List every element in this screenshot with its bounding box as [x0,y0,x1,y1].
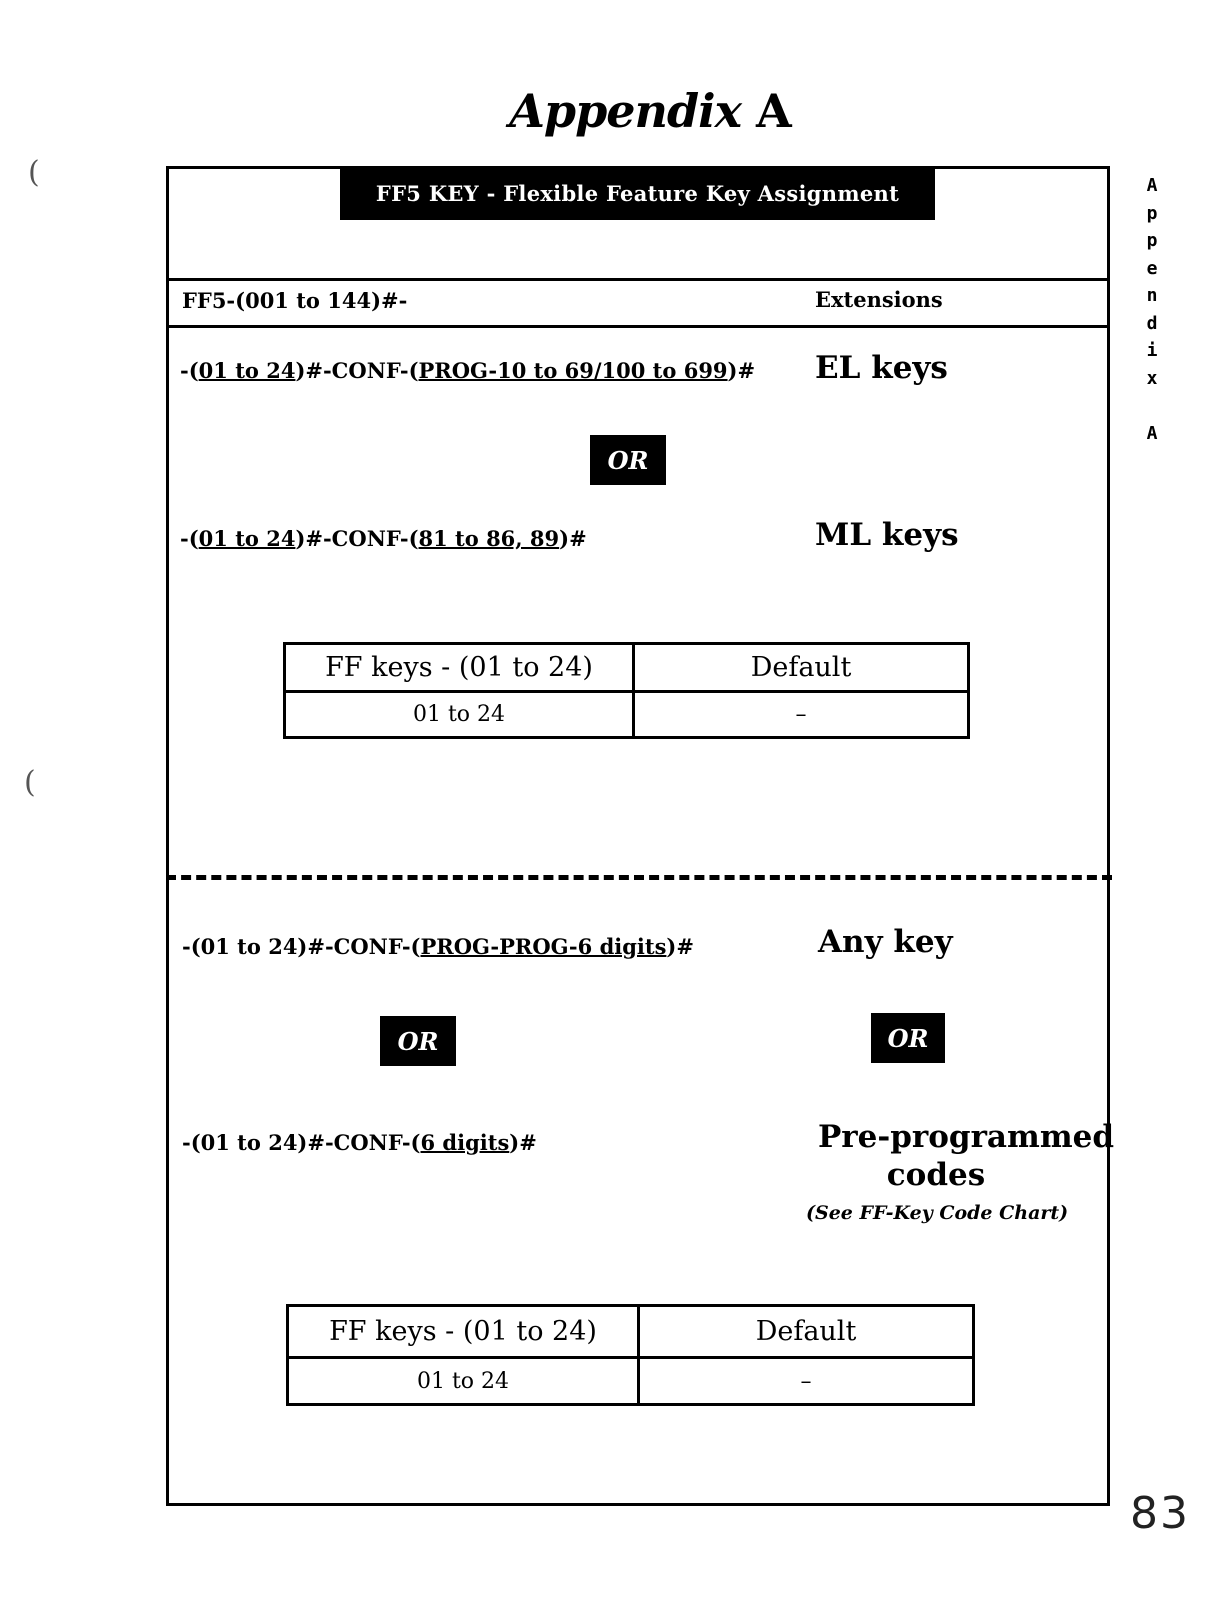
code-underlined: 01 to 24 [198,526,296,551]
or-box: OR [590,435,666,485]
side-tab-letter: x [1146,367,1158,389]
code-text: -(01 to 24)#-CONF-( [182,1130,421,1155]
dashed-separator [166,875,1112,880]
code-underlined: 01 to 24 [198,358,296,383]
code-chart-note: (See FF-Key Code Chart) [806,1202,1069,1224]
table-cell: – [634,692,969,738]
code-text: )# [559,526,587,551]
side-tab-letter: e [1146,257,1158,279]
page-title [0,84,1223,138]
code-text: -( [180,358,199,383]
code-text: )#-CONF-( [295,358,419,383]
header-code: FF5-(001 to 144)#- [182,288,408,313]
code-underlined: 81 to 86, 89 [418,526,560,551]
any-key-command [182,934,694,959]
table-header: FF keys - (01 to 24) [285,644,634,692]
title-letter: A [756,84,791,138]
preprogrammed-command [182,1130,537,1155]
table-header: Default [634,644,969,692]
side-tab-letter: A [1146,422,1158,444]
code-text: )# [509,1130,537,1155]
table-header: FF keys - (01 to 24) [288,1306,639,1358]
or-box: OR [380,1016,456,1066]
codes-label: codes [886,1157,986,1193]
side-tab-letter: n [1146,285,1158,306]
side-tab-letter [1140,392,1164,420]
section-banner: FF5 KEY - Flexible Feature Key Assignment [340,166,935,220]
code-text: -(01 to 24)#-CONF-( [182,934,421,959]
ff-keys-table [283,642,970,739]
ml-keys-command [180,526,587,551]
page-number: 83 [1130,1488,1190,1539]
any-key-label: Any key [818,924,953,960]
side-tab-letter: d [1146,312,1158,334]
margin-mark: ( [24,765,36,800]
divider [166,278,1110,281]
code-text: )# [666,934,694,959]
side-tab-letter: p [1146,202,1158,224]
el-keys-command [180,358,755,383]
code-text: )# [727,358,756,383]
el-keys-label: EL keys [815,350,948,386]
title-word: Appendix [509,84,742,138]
side-tab-letter: i [1146,340,1158,361]
margin-mark: ( [28,155,40,190]
header-extensions: Extensions [815,287,943,312]
ml-keys-label: ML keys [815,517,959,553]
table-cell: 01 to 24 [288,1358,639,1405]
side-tab [1140,172,1164,447]
code-text: )#-CONF-( [295,526,419,551]
code-text: -( [180,526,199,551]
side-tab-letter: A [1146,175,1158,196]
table-cell: 01 to 24 [285,692,634,738]
ff-keys-table [286,1304,975,1406]
code-underlined: 6 digits [420,1130,510,1155]
table-header: Default [639,1306,974,1358]
table-cell: – [639,1358,974,1405]
code-underlined: PROG-10 to 69/100 to 699 [418,358,728,383]
or-box: OR [871,1013,945,1063]
code-underlined: PROG-PROG-6 digits [420,934,667,959]
preprogrammed-label: Pre-programmed [818,1119,1115,1155]
divider [166,325,1110,328]
side-tab-letter: p [1146,230,1158,251]
